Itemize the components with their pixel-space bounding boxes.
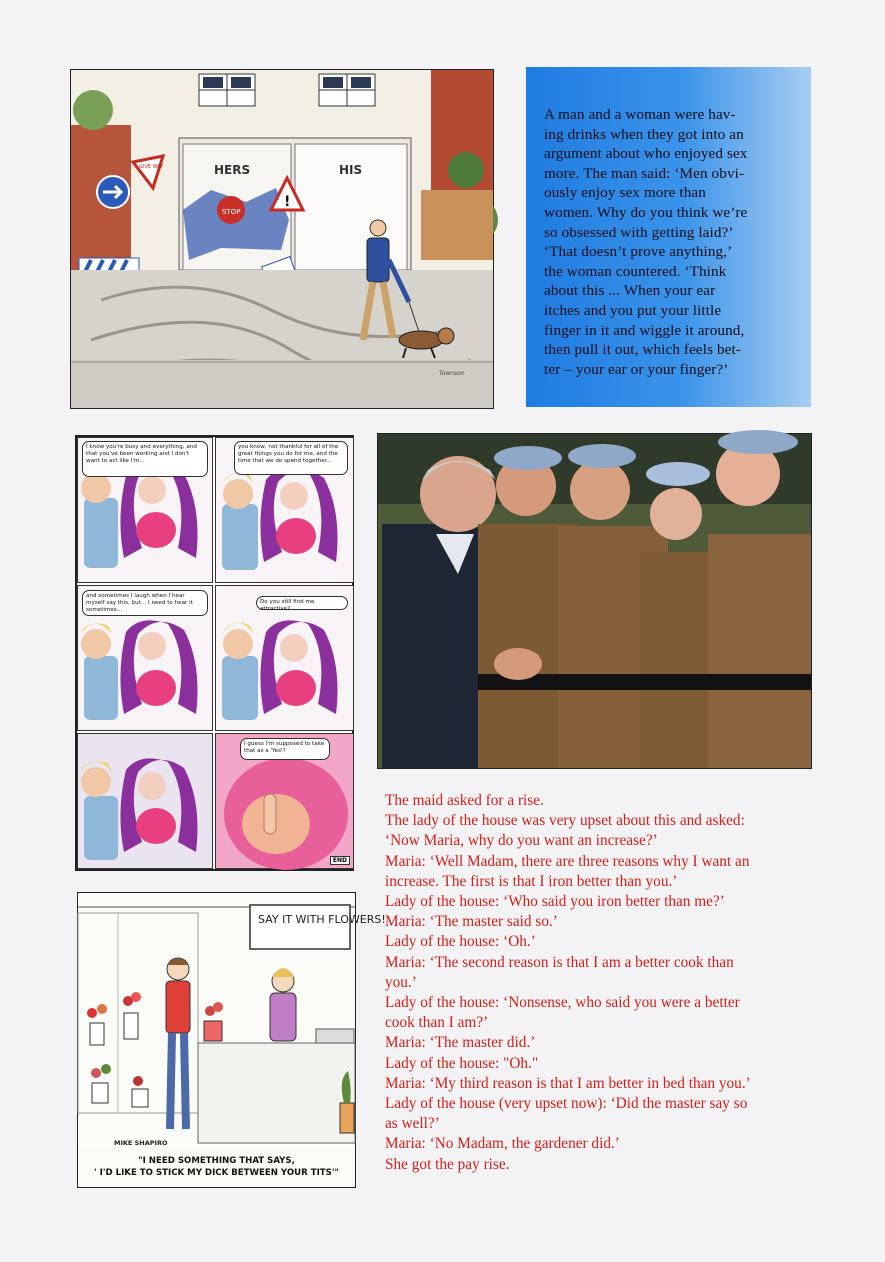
joke-line: cook than I am?’ (385, 1014, 489, 1032)
joke-line: Lady of the house: "Oh." (385, 1054, 539, 1072)
comic-panel-5 (77, 733, 213, 869)
comic-panel-2 (215, 437, 354, 583)
comic-panel-4 (215, 585, 354, 731)
speech-bubble: I guess I'm supposed to take that as a 'Yes'? (240, 738, 330, 760)
florist-illustration (78, 893, 386, 1149)
maid-joke (385, 791, 825, 1175)
joke-line: increase. The first is that I iron better than you.’ (385, 872, 678, 890)
caption-line-1: "I NEED SOMETHING THAT SAYS, (138, 1156, 295, 1166)
end-label: END (330, 856, 350, 865)
joke-line: ‘That doesn’t prove anything,’ (544, 243, 733, 261)
joke-line: Lady of the house: ‘Nonsense, who said you were a better (385, 994, 740, 1012)
garage-signature: Townson (439, 370, 465, 377)
joke-line: women. Why do you think we’re (544, 203, 748, 221)
speech-bubble: and sometimes I laugh when I hear myself say this, but... I need to hear it sometimes... (82, 590, 208, 616)
joke-line: so obsessed with getting laid?’ (544, 223, 734, 241)
joke-line: Maria: ‘The second reason is that I am a better cook than (385, 953, 734, 971)
joke-line: Maria: ‘The master did.’ (385, 1034, 536, 1052)
joke-line: as well?’ (385, 1115, 440, 1133)
joke-line: the woman countered. ‘Think (544, 262, 727, 280)
joke-line: Maria: ‘My third reason is that I am better in bed than you.’ (385, 1074, 751, 1092)
comic-panel-3 (77, 585, 213, 731)
caption-line-2: ' I'D LIKE TO STICK MY DICK BETWEEN YOUR TITS'" (94, 1168, 339, 1178)
joke-line: She got the pay rise. (385, 1155, 510, 1173)
joke-line: Lady of the house: ‘Oh.’ (385, 933, 536, 951)
photo-illustration (378, 434, 811, 768)
joke-line: Lady of the house: ‘Who said you iron better than me?’ (385, 893, 725, 911)
joke-line: Lady of the house (very upset now): ‘Did the master say so (385, 1095, 748, 1113)
joke-line: you.’ (385, 973, 417, 991)
comic-panel-6 (215, 733, 354, 869)
speech-bubble: you know, not thankful for all of the great things you do for me, and the time that we do spend together... (234, 441, 348, 475)
florist-cartoon (77, 892, 386, 1188)
stop-sign-text: STOP (222, 208, 241, 216)
give-way-text: GIVE WAY (139, 164, 164, 170)
comic-strip (75, 435, 354, 871)
shop-sign-text: SAY IT WITH FLOWERS! (258, 913, 386, 926)
comic-panel-1 (77, 437, 213, 583)
man-woman-joke-box (526, 67, 811, 407)
door-label-hers: HERS (214, 163, 251, 177)
joke-line: finger in it and wiggle it around, (544, 321, 745, 339)
joke-line: ter – your ear or your finger?’ (544, 360, 729, 378)
joke-line: A man and a woman were hav- (544, 106, 736, 123)
garage-cartoon (70, 69, 494, 409)
florist-signature: MIKE SHAPIRO (114, 1139, 168, 1147)
svg-text:!: ! (284, 194, 291, 210)
joke-line: Maria: ‘No Madam, the gardener did.’ (385, 1135, 620, 1153)
joke-line: more. The man said: ‘Men obvi- (544, 164, 745, 182)
speech-bubble: I know you're busy and everything, and that you've been working and I don't want to act like I'm... (82, 441, 208, 477)
joke-line: The maid asked for a rise. (385, 792, 544, 809)
soldiers-photo (377, 433, 812, 769)
joke-line: about this ... When your ear (544, 282, 716, 300)
joke-line: ‘Now Maria, why do you want an increase?’ (385, 832, 658, 850)
couple-illustration (78, 734, 212, 868)
speech-bubble: Do you still find me attractive? (256, 596, 348, 610)
joke-line: argument about who enjoyed sex (544, 145, 748, 163)
joke-line: itches and you put your little (544, 301, 722, 319)
joke-line: Maria: ‘The master said so.’ (385, 913, 558, 931)
door-label-his: HIS (339, 163, 363, 177)
garage-illustration (71, 70, 493, 408)
joke-line: ously enjoy sex more than (544, 184, 706, 202)
joke-line: Maria: ‘Well Madam, there are three reasons why I want an (385, 852, 750, 870)
joke-line: then pull it out, which feels bet- (544, 341, 741, 359)
joke-line: ing drinks when they got into an (544, 125, 744, 143)
joke-line: The lady of the house was very upset about this and asked: (385, 812, 745, 830)
